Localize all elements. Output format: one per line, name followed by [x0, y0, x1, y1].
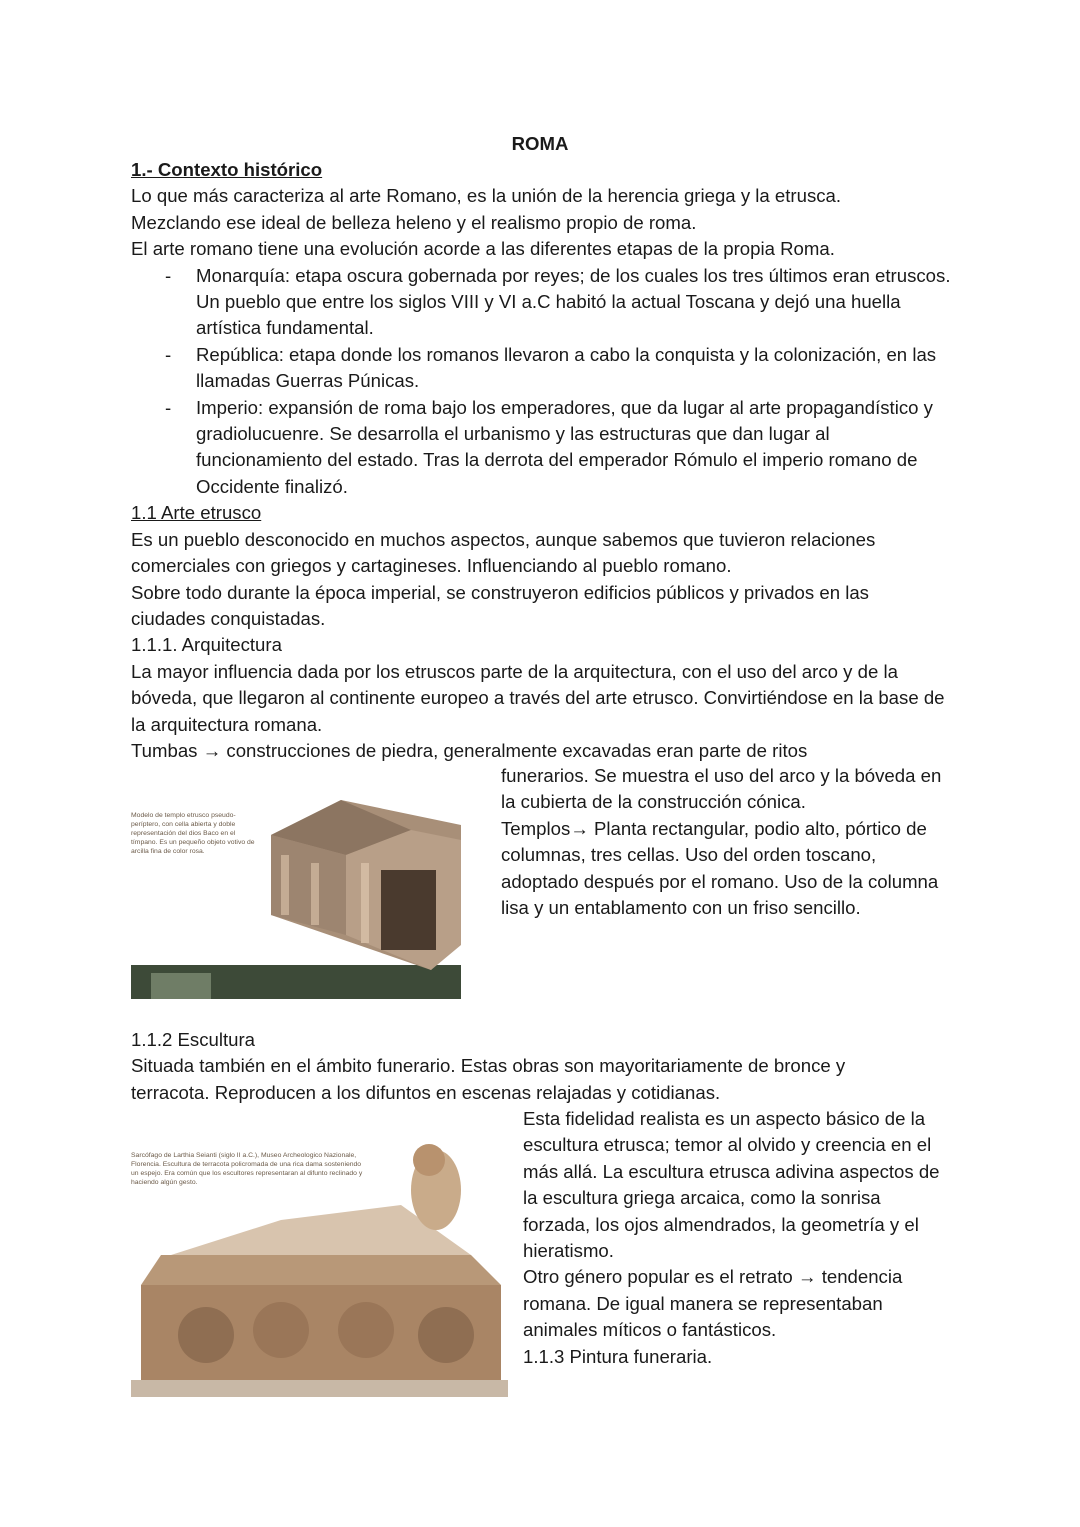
heading-etruscan-art: 1.1 Arte etrusco [131, 502, 262, 524]
sculpture-side-text [523, 1106, 943, 1370]
paragraph: Otro género popular es el retrato → tendencia romana. De igual manera se representaban animales míticos o fantásticos. [523, 1266, 903, 1341]
paragraph: Lo que más caracteriza al arte Romano, es la unión de la herencia griega y la etrusca. Mezclando ese ideal de belleza heleno y el realismo propio de roma. [131, 185, 842, 233]
paragraph: Templos→ Planta rectangular, podio alto, pórtico de columnas, tres cellas. Uso del orden toscano, adoptado después por el romano. Uso de la columna lisa y un entablamento con un friso sencillo. [501, 817, 939, 919]
architecture-side-text [501, 763, 951, 921]
paragraph: La mayor influencia dada por los etruscos parte de la arquitectura, con el uso del arco y de la bóveda, que llegaron al continente europeo a través del arte etrusco. Convirtiéndose en la base de la arquitectura romana. [131, 660, 945, 735]
paragraph: funerarios. Se muestra el uso del arco y la bóveda en la cubierta de la construcción cónica. [501, 765, 942, 813]
paragraph: Sobre todo durante la época imperial, se construyeron edificios públicos y privados en las ciudades conquistadas. [131, 581, 869, 629]
list-item: - República: etapa donde los romanos llevaron a cabo la conquista y la colonización, en las llamadas Guerras Púnicas. [131, 342, 956, 395]
list-item: - Monarquía: etapa oscura gobernada por reyes; de los cuales los tres últimos eran etruscos. Un pueblo que entre los siglos VIII y VI a.C habitó la actual Toscana y dejó una huella artística fundamental. [131, 263, 956, 342]
paragraph: El arte romano tiene una evolución acorde a las diferentes etapas de la propia Roma. [131, 238, 835, 260]
heading-context: 1.- Contexto histórico [131, 159, 323, 180]
heading-sculpture: 1.1.2 Escultura [131, 1029, 256, 1050]
list-item: - Imperio: expansión de roma bajo los emperadores, que da lugar al arte propagandístico y gradiolucuenre. Se desarrolla el urbanismo y las estructuras que dan lugar al funcionamiento del estado. Tras la derrota del emperador Rómulo el imperio romano de Occidente finalizó. [131, 395, 956, 501]
page-title: ROMA [511, 133, 569, 154]
paragraph: Es un pueblo desconocido en muchos aspectos, aunque sabemos que tuvieron relaciones comerciales con griegos y cartagineses. Influenciando al pueblo romano. [131, 528, 876, 577]
sarcophagus-figure [131, 1135, 508, 1397]
paragraph: Tumbas → construcciones de piedra, generalmente excavadas eran parte de ritos [131, 739, 808, 761]
heading-funerary-painting: 1.1.3 Pintura funeraria. [523, 1345, 713, 1367]
etruscan-temple-figure [131, 795, 479, 999]
section-sculpture [131, 1027, 961, 1106]
figure-caption: Sarcófago de Larthia Seianti (siglo II a.C.), Museo Archeologico Nazionale, Florencia. Escultura de terracota policromada de una rica dama sosteniendo un espejo. Era común que los escultores representaran al difunto reclinado y haciendo algún gesto. [131, 1152, 363, 1186]
paragraph: Situada también en el ámbito funerario. Estas obras son mayoritariamente de bronce y terracota. Reproducen a los difuntos en escenas relajadas y cotidianas. [131, 1055, 846, 1103]
stages-list [131, 263, 961, 501]
section-context [131, 157, 961, 764]
heading-architecture: 1.1.1. Arquitectura [131, 634, 282, 656]
paragraph: Esta fidelidad realista es un aspecto básico de la escultura etrusca; temor al olvido y creencia en el más allá. La escultura etrusca adivina aspectos de la escultura griega arcaica, como la sonrisa forzada, los ojos almendrados, la geometría y el hieratismo. [523, 1108, 940, 1262]
figure-caption: Modelo de templo etrusco pseudo-períptero, con cella abierta y doble representación del dios Baco en el tímpano. Es un pequeño objeto votivo de arcilla fina de color rosa. [131, 812, 255, 855]
